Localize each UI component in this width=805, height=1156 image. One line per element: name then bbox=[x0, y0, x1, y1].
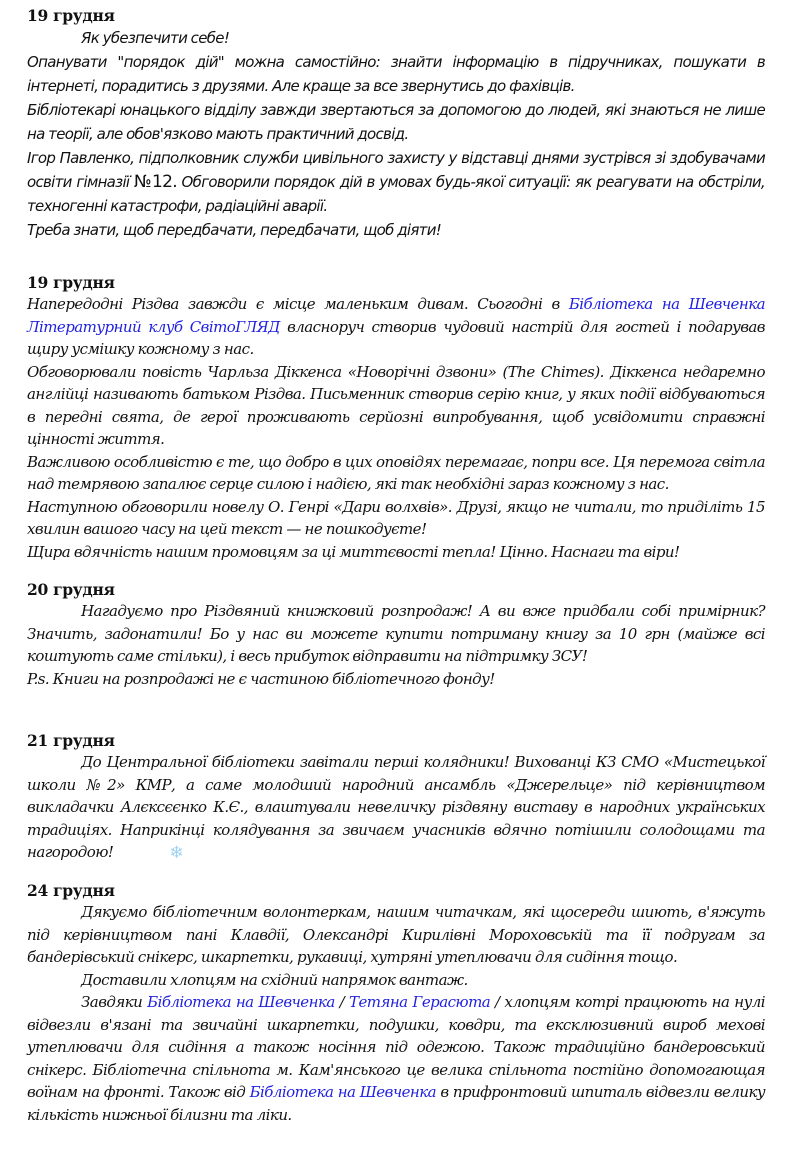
link-tetiana-herasiuta[interactable]: Тетяна Герасюта bbox=[349, 993, 491, 1011]
post-paragraph: Наступною обговорили новелу О. Генрі «Дари волхвів». Друзі, якщо не читали, то приділіть 15 хвилин вашого часу на цей текст — не пошкодуєте! bbox=[27, 497, 765, 538]
post-paragraph: Доставили хлопцям на східний напрямок вантаж. bbox=[81, 970, 468, 989]
post-paragraph bbox=[27, 293, 765, 361]
post-paragraph: P.s. Книги на розпродажі не є частиною бібліотечного фонду! bbox=[27, 669, 495, 688]
post-paragraph: Нагадуємо про Різдвяний книжковий розпродаж! А ви вже придбали собі примірник? Значить, задонатили! Бо у нас ви можете купити потриману книгу за 10 грн (майже всі коштують саме стільки), і весь прибуток відправити на підтримку ЗСУ! bbox=[27, 602, 765, 665]
school-number: №12. bbox=[134, 172, 177, 192]
paragraph-text: Ігор Павленко, підполковник служби цивільного захисту у відставці днями зустрівся зі здобувачами освіти гімназії bbox=[27, 149, 765, 191]
link-biblioteka-na-shevchenka[interactable]: Бібліотека на Шевченка bbox=[568, 295, 766, 313]
paragraph-text: в прифронтовий шпиталь відвезли велику кількість нижньої білизни та ліки. bbox=[27, 1083, 766, 1124]
post-paragraph bbox=[27, 751, 765, 864]
post-date: 20 грудня bbox=[27, 580, 115, 599]
paragraph-text: До Центральної бібліотеки завітали перші колядники! Вихованці КЗ СМО «Мистецької школи №2» КМР, а саме молодший народний ансамбль «Джерельце» під керівництвом викладачки Алєксєєнко К.Є., влаштували невеличку різдвяну виставу в народних українських традиціях. Наприкінці колядування за звичаєм учасників вдячно потішили солодощами та нагородою! bbox=[27, 753, 765, 861]
link-biblioteka-na-shevchenka[interactable]: Бібліотека на Шевченка bbox=[249, 1083, 437, 1101]
post-1 bbox=[27, 6, 765, 242]
post-3 bbox=[27, 580, 765, 690]
post-paragraph: Щира вдячність нашим промовцям за ці миттєвості тепла! Цінно. Наснаги та віри! bbox=[27, 542, 680, 561]
post-paragraph: Обговорювали повість Чарльза Діккенса «Новорічні дзвони» (The Chimes). Діккенса недаремно англійці називають батьком Різдва. Письменник створив серію книг, у яких події відбуваються в передні свята, де герої проживають серйозні випробування, щоб усвідомити справжні цінності життя. bbox=[27, 362, 765, 448]
separator: / bbox=[490, 993, 505, 1011]
paragraph-text: Напередодні Різдва завжди є місце маленьким дивам. Сьогодні в bbox=[27, 295, 569, 313]
paragraph-text: Завдяки bbox=[81, 993, 148, 1011]
post-2 bbox=[27, 273, 765, 563]
post-title: Як убезпечити себе! bbox=[81, 29, 230, 47]
post-paragraph: Важливою особливістю є те, що добро в цих оповідях перемагає, попри все. Ця перемога світла над темрявою запалює серце силою і надією, які так необхідні зараз кожному з нас. bbox=[27, 452, 765, 493]
post-paragraph: Бібліотекарі юнацького відділу завжди звертаються за допомогою до людей, які знаються не лише на теорії, але обов'язково мають практичний досвід. bbox=[27, 101, 765, 143]
post-date: 24 грудня bbox=[27, 881, 115, 900]
paragraph-text: власноруч створив чудовий настрій для гостей і подарував щиру усмішку кожному з нас. bbox=[27, 317, 765, 358]
post-paragraph: Треба знати, щоб передбачати, передбачати, щоб діяти! bbox=[27, 221, 442, 239]
snowflake-icon: ❄ bbox=[169, 843, 184, 863]
link-literaturnyi-klub-svitogliad[interactable]: Літературний клуб СвітоГЛЯД bbox=[27, 317, 280, 336]
post-date: 21 грудня bbox=[27, 731, 115, 750]
separator: / bbox=[334, 993, 349, 1011]
paragraph-text: хлопцям котрі працюють на нулі відвезли в'язані та звичайні шкарпетки, подушки, ковдри, та ексклюзивний вироб мехові утеплювачи для сидіння а також носіння під одежою. Також традиційно бандеровський снікерс. Бібліотечна спільнота м. Кам'янського це велика спільнота постійно допомогающая воїнам на фронті. Також від bbox=[27, 993, 765, 1101]
paragraph-text: Обговорили порядок дій в умовах будь-якої ситуації: як реагувати на обстріли, техногенні катастрофи, радіаційні аварії. bbox=[27, 173, 765, 215]
post-5 bbox=[27, 881, 765, 1126]
link-biblioteka-na-shevchenka[interactable]: Бібліотека на Шевченка bbox=[147, 993, 335, 1011]
post-date: 19 грудня bbox=[27, 273, 115, 292]
post-paragraph: Опанувати "порядок дій" можна самостійно: знайти інформацію в підручниках, пошукати в інтернеті, порадитись з друзями. Але краще за все звернутись до фахівців. bbox=[27, 53, 765, 95]
post-paragraph: Дякуємо бібліотечним волонтеркам, нашим читачкам, які щосереди шиють, в'яжуть під керівництвом пані Клавдії, Олександрі Кирилівні Мороховській та її подругам за бандерівський снікерс, шкарпетки, рукавиці, хутряні утеплювачи для сидіння тощо. bbox=[27, 903, 765, 966]
post-paragraph bbox=[27, 991, 765, 1126]
post-4 bbox=[27, 731, 765, 864]
post-paragraph bbox=[27, 146, 765, 218]
post-date: 19 грудня bbox=[27, 6, 115, 25]
